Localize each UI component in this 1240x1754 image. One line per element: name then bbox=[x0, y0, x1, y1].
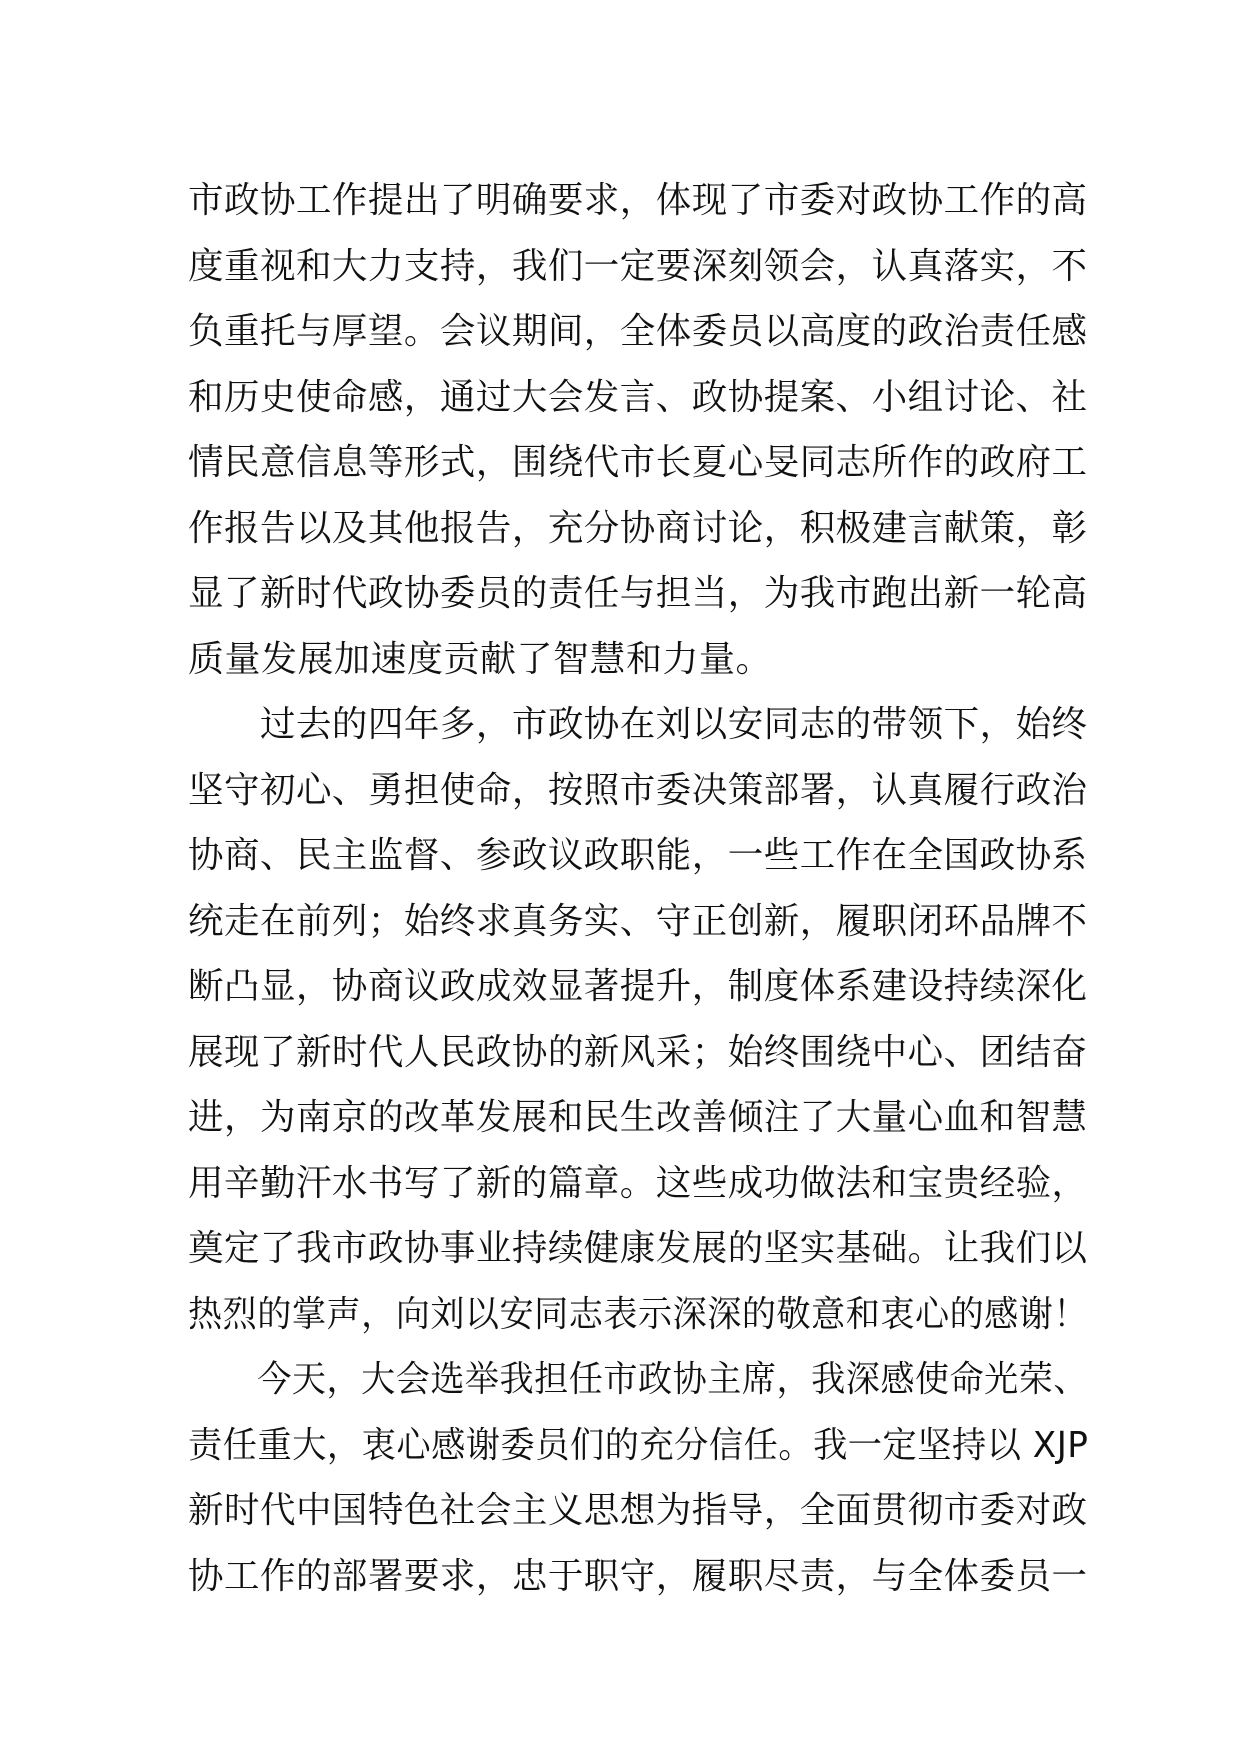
text-line: 作报告以及其他报告，充分协商讨论，积极建言献策，彰 bbox=[188, 507, 1088, 549]
text-line: 热烈的掌声，向刘以安同志表示深深的敬意和衷心的感谢！ bbox=[188, 1293, 1089, 1335]
text-line: 协商、民主监督、参政议政职能，一些工作在全国政协系 bbox=[188, 835, 1088, 876]
text-line: 质量发展加速度贡献了智慧和力量。 bbox=[188, 638, 773, 680]
text-line: 过去的四年多，市政协在刘以安同志的带领下，始终 bbox=[188, 704, 1088, 745]
text-line: 情民意信息等形式，围绕代市长夏心旻同志所作的政府工 bbox=[188, 442, 1088, 483]
text-line: 进，为南京的改革发展和民生改善倾注了大量心血和智慧 bbox=[188, 1097, 1088, 1138]
text-line: 新时代中国特色社会主义思想为指导，全面贯彻市委对政 bbox=[188, 1490, 1088, 1531]
text-line: 奠定了我市政协事业持续健康发展的坚实基础。让我们以 bbox=[188, 1228, 1088, 1269]
text-line: 协工作的部署要求，忠于职守，履职尽责，与全体委员一 bbox=[188, 1555, 1088, 1597]
text-line: 和历史使命感，通过大会发言、政协提案、小组讨论、社 bbox=[188, 376, 1088, 418]
text-line: 市政协工作提出了明确要求，体现了市委对政协工作的高 bbox=[188, 180, 1088, 221]
text-line: 展现了新时代人民政协的新风采；始终围绕中心、团结奋 bbox=[188, 1031, 1088, 1073]
text-line: 今天，大会选举我担任市政协主席，我深感使命光荣、 bbox=[188, 1359, 1089, 1400]
text-line: 坚守初心、勇担使命，按照市委决策部署，认真履行政治 bbox=[188, 769, 1088, 811]
text-line: 统走在前列；始终求真务实、守正创新，履职闭环品牌不 bbox=[188, 900, 1088, 942]
text-line: 断凸显，协商议政成效显著提升，制度体系建设持续深化 bbox=[188, 966, 1088, 1007]
body-text bbox=[188, 168, 1088, 1609]
text-line: 用辛勤汗水书写了新的篇章。这些成功做法和宝贵经验， bbox=[188, 1162, 1088, 1204]
text-line: 负重托与厚望。会议期间，全体委员以高度的政治责任感 bbox=[188, 311, 1088, 352]
text-line: 显了新时代政协委员的责任与担当，为我市跑出新一轮高 bbox=[188, 573, 1088, 614]
text-line: 责任重大，衷心感谢委员们的充分信任。我一定坚持以 XJP bbox=[188, 1424, 1089, 1466]
text-line: 度重视和大力支持，我们一定要深刻领会，认真落实，不 bbox=[188, 245, 1088, 287]
